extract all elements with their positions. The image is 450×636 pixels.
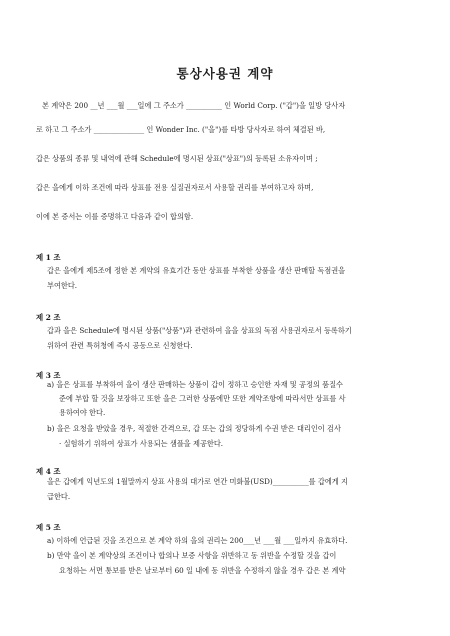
article-3-heading: 제 3 조 bbox=[36, 371, 61, 380]
intro-line-1: 본 계약은 200 __년 ___월 ___일에 그 주소가 __________ 인 World Corp. ("갑")을 일방 당사자 bbox=[42, 101, 346, 110]
article-2-line-1: 갑과 을은 Schedule에 명시된 상품("상품")과 관련하여 을을 상표의 독점 사용권자로서 등록하기 bbox=[47, 326, 352, 335]
article-1-heading: 제 1 조 bbox=[36, 253, 61, 262]
article-2-heading: 제 2 조 bbox=[36, 313, 61, 322]
intro-paragraph-4: 이에 본 증서는 이를 증명하고 다음과 같이 합의함. bbox=[36, 212, 194, 221]
article-3-line-3: 용하여야 한다. bbox=[59, 408, 106, 417]
article-3-line-2: 준에 부합 할 것을 보장하고 또한 을은 그러한 상품에만 또한 계약조항에 따라서만 상표를 사 bbox=[59, 394, 346, 403]
intro-paragraph-2: 갑은 상품의 종류 및 내역에 관해 Schedule에 명시된 상표("상표")의 등록된 소유자이며 ; bbox=[36, 154, 318, 163]
article-4-line-2: 급한다. bbox=[47, 492, 71, 501]
intro-line-2: 로 하고 그 주소가 ______________ 인 Wonder Inc. ("을")를 타방 당사자로 하여 체결된 바, bbox=[36, 125, 326, 134]
article-5-line-1: a) 이하에 언급된 것을 조건으로 본 계약 하의 을의 권리는 200___년 ___월 ___일까지 유효하다. bbox=[47, 536, 348, 545]
article-4-heading: 제 4 조 bbox=[36, 467, 61, 476]
article-2-line-2: 위하여 관련 특허청에 즉시 공동으로 신청한다. bbox=[47, 341, 193, 350]
article-5-line-2: b) 만약 을이 본 계약상의 조건이나 합의나 보증 사항을 위반하고 동 위반을 수정할 것을 갑이 bbox=[47, 551, 337, 560]
article-3-line-4: b) 을은 요청을 받았을 경우, 적절한 간격으로, 갑 또는 갑의 정당하게 수권 받은 대리인이 검사 bbox=[47, 424, 341, 433]
article-5-line-3: 요청하는 서면 통보를 받은 날로부터 60 일 내에 동 위반을 수정하지 않을 경우 갑은 본 계약 bbox=[59, 566, 346, 575]
article-1-line-1: 갑은 을에게 제5조에 정한 본 계약의 유효기간 동안 상표를 부착한 상품을 생산 판매할 독점권을 bbox=[47, 266, 346, 275]
article-1-line-2: 부여한다. bbox=[47, 281, 78, 290]
article-4-line-1: 을은 갑에게 익년도의 1월말까지 상표 사용의 대가로 연간 미화불(USD)__________를 갑에게 지 bbox=[47, 477, 348, 486]
article-5-heading: 제 5 조 bbox=[36, 523, 61, 532]
article-3-line-1: a) 을은 상표를 부착하여 을이 생산 판매하는 상품이 갑이 정하고 승인한 자재 및 공정의 품질수 bbox=[47, 380, 343, 389]
article-3-line-5: · 실험하기 위하여 상표가 사용되는 샘플을 제공한다. bbox=[59, 439, 224, 448]
document-title: 통상사용권 계약 bbox=[176, 66, 274, 81]
intro-paragraph-3: 갑은 을에게 이하 조건에 따라 상표를 전용 실질권자로서 사용할 권리를 부여하고자 하며, bbox=[36, 183, 314, 192]
